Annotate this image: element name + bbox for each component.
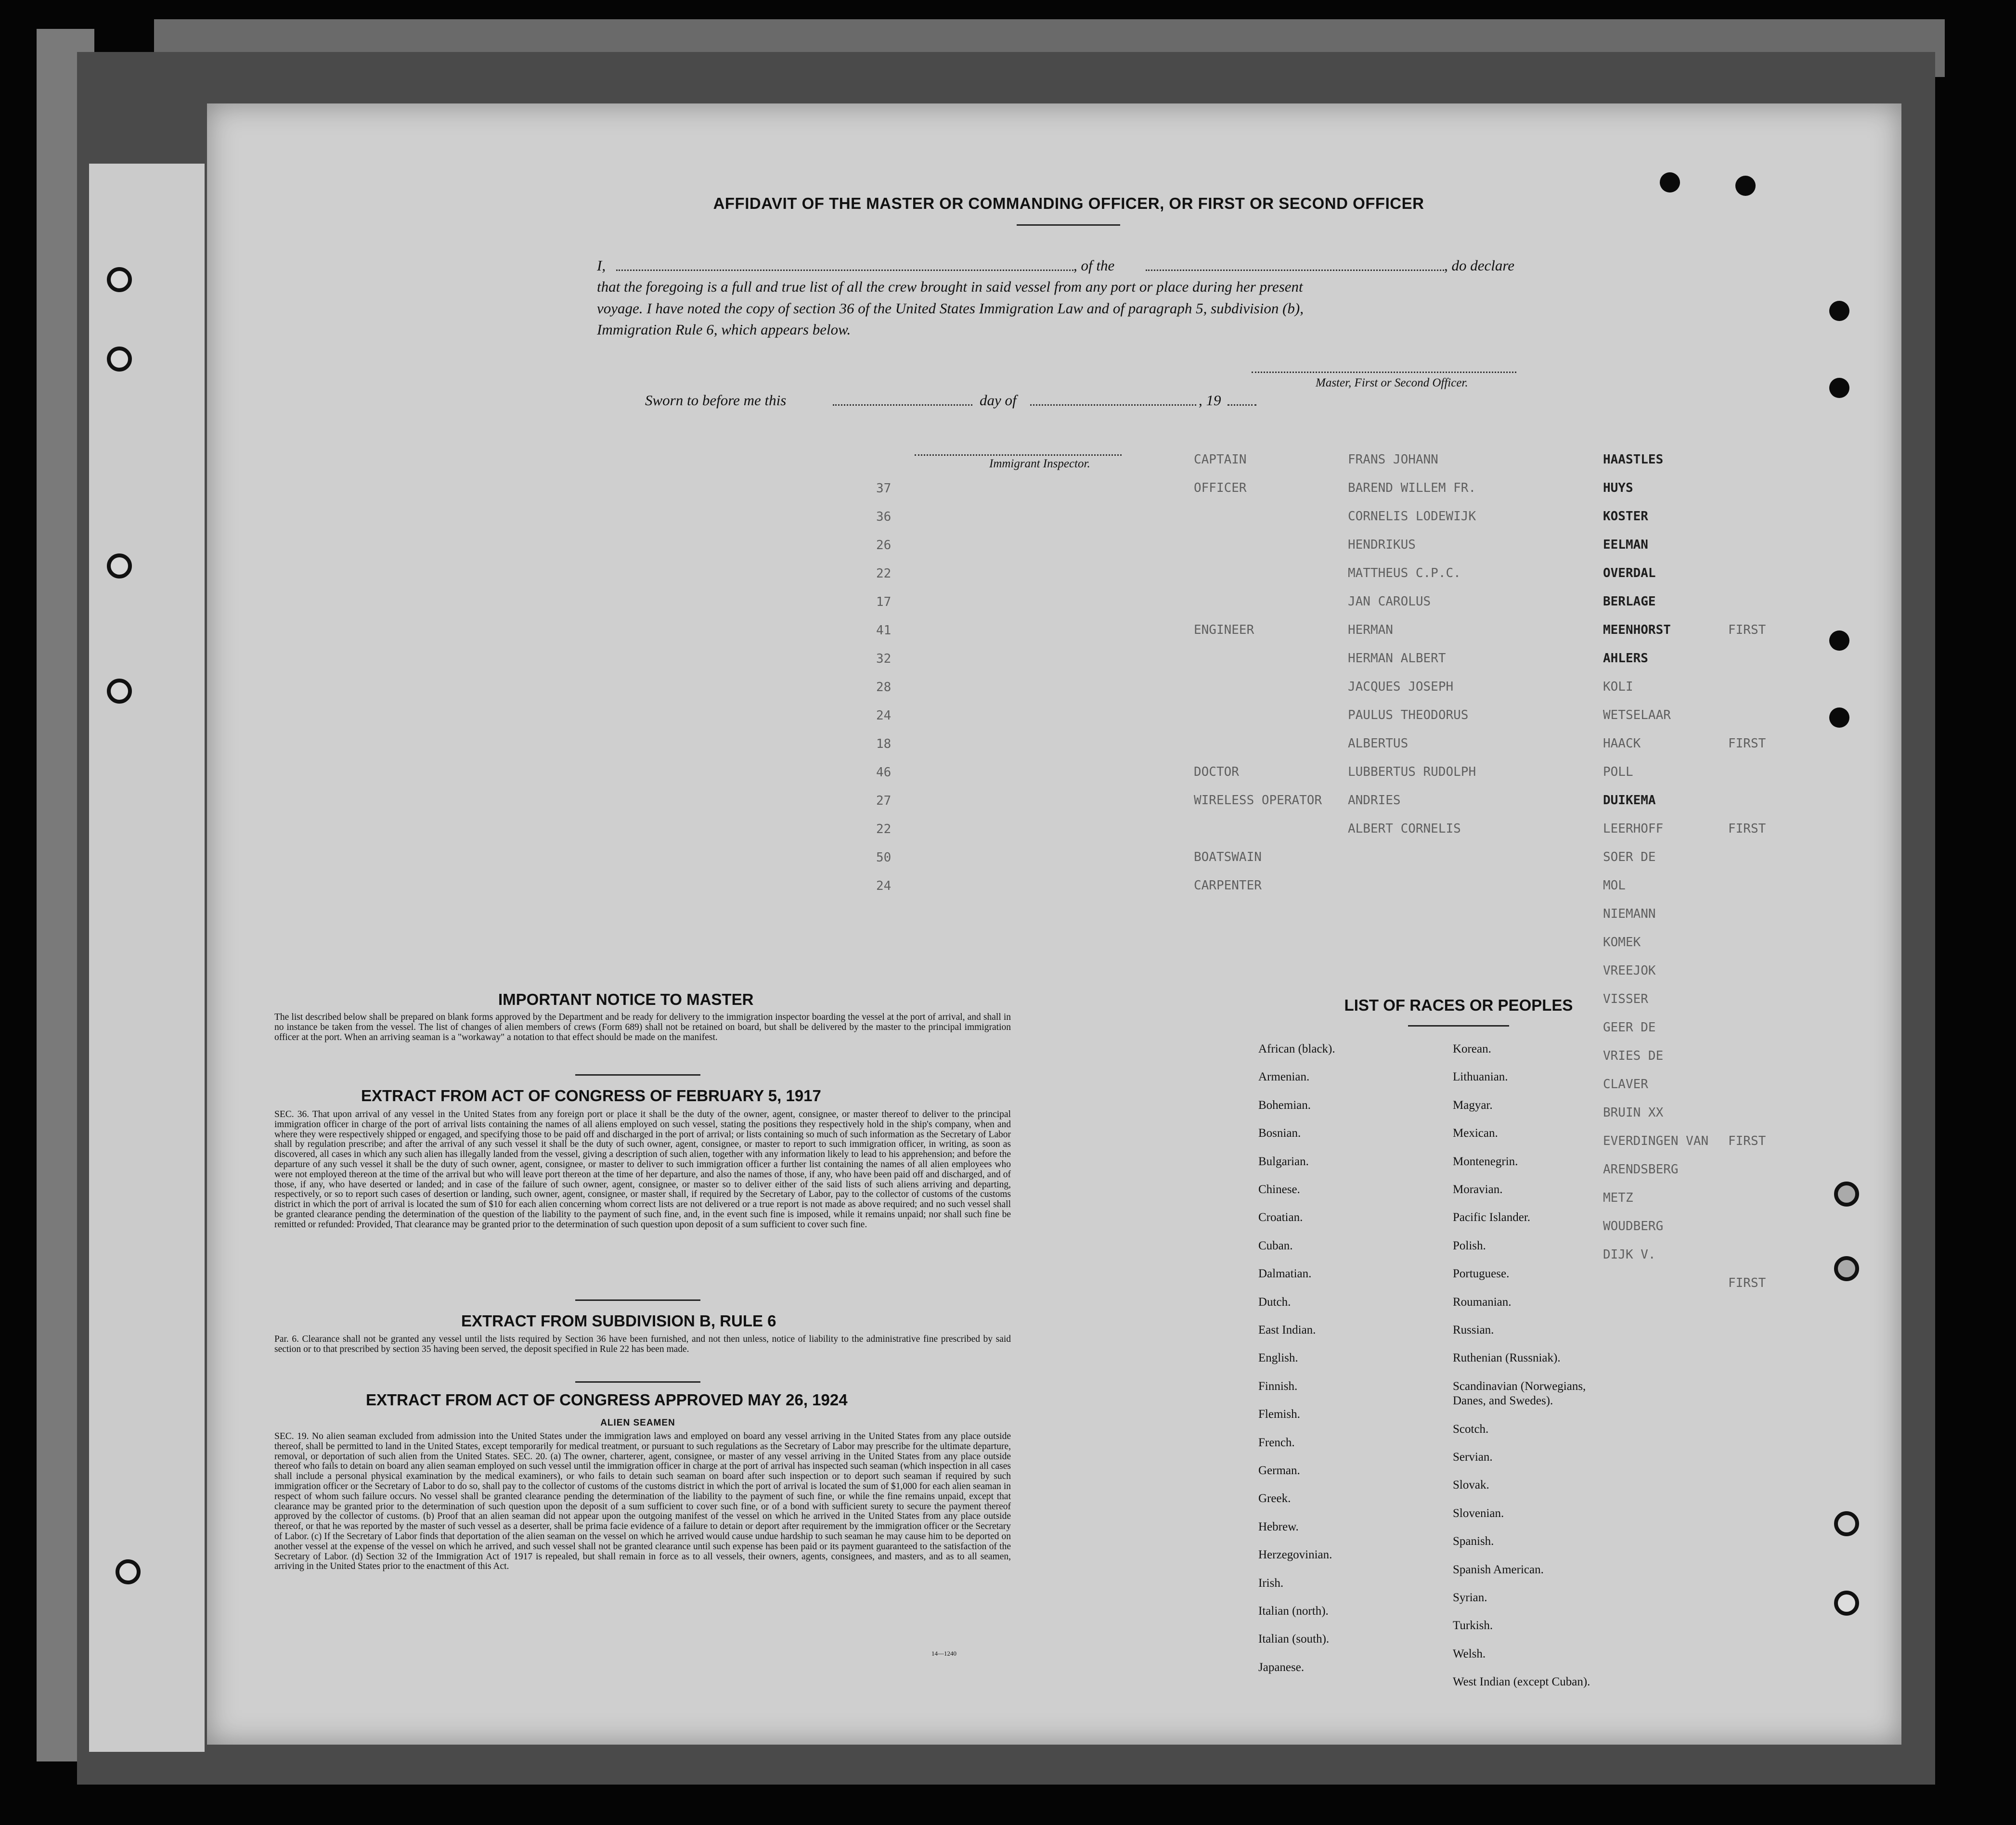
ghost-surname: AHLERS xyxy=(1603,651,1648,666)
race-item: Welsh. xyxy=(1453,1647,1486,1660)
divider xyxy=(575,1299,700,1301)
month-blank[interactable] xyxy=(1030,404,1196,406)
ghost-given-name: ANDRIES xyxy=(1348,793,1401,808)
ghost-role: CARPENTER xyxy=(1194,878,1262,893)
ghost-given-name: LUBBERTUS RUDOLPH xyxy=(1348,765,1476,779)
race-item: Slovak. xyxy=(1453,1478,1489,1492)
race-item: Ruthenian (Russniak). xyxy=(1453,1351,1561,1365)
ghost-surname: WOUDBERG xyxy=(1603,1219,1664,1234)
race-item: Korean. xyxy=(1453,1042,1491,1055)
race-item: French. xyxy=(1258,1436,1295,1449)
notice-text: The list described below shall be prepared on blank forms approved by the Department and be ready for delivery to the immigration inspector boarding the vessel at the port of arrival, and shall in no instance be taken from the vessel. The list of changes of alien members of crews (Form 689) shall not be retained on board, but shall be delivered by the master to the principal immigration officer at the port. When an arriving seaman is a "workaway" a notation to that effect should be made on the manifest. xyxy=(274,1012,1011,1042)
ghost-surname: HAASTLES xyxy=(1603,452,1664,467)
divider xyxy=(575,1381,700,1383)
race-item: Flemish. xyxy=(1258,1408,1300,1421)
punch-dot xyxy=(1829,378,1849,398)
ghost-age: 37 xyxy=(876,481,892,496)
punch-dot xyxy=(1829,630,1849,651)
affidavit-of-the: , of the xyxy=(1073,257,1115,274)
ghost-surname: GEER DE xyxy=(1603,1020,1656,1035)
ghost-surname: SOER DE xyxy=(1603,850,1656,864)
punch-dot xyxy=(1829,707,1849,728)
ghost-first-label: FIRST xyxy=(1728,623,1766,637)
race-item: West Indian (except Cuban). xyxy=(1453,1675,1590,1689)
ghost-given-name: ALBERTUS xyxy=(1348,736,1409,751)
ghost-role: BOATSWAIN xyxy=(1194,850,1262,864)
signature-label: Master, First or Second Officer. xyxy=(1316,376,1468,389)
ghost-age: 26 xyxy=(876,538,892,553)
race-item: Portuguese. xyxy=(1453,1267,1510,1281)
ghost-surname: CLAVER xyxy=(1603,1077,1648,1092)
ghost-age: 22 xyxy=(876,822,892,836)
race-item: English. xyxy=(1258,1351,1298,1365)
notice-title: IMPORTANT NOTICE TO MASTER xyxy=(498,990,754,1008)
race-item: Irish. xyxy=(1258,1576,1284,1590)
sworn-prefix: Sworn to before me this xyxy=(645,392,787,409)
race-item: Hebrew. xyxy=(1258,1520,1299,1533)
ghost-surname: DUIKEMA xyxy=(1603,793,1656,808)
race-item: Mexican. xyxy=(1453,1127,1498,1140)
race-item: Spanish. xyxy=(1453,1535,1494,1548)
race-item: Turkish. xyxy=(1453,1619,1493,1632)
binder-hole xyxy=(107,553,132,578)
affidavit-title: AFFIDAVIT OF THE MASTER OR COMMANDING OFFICER, OR FIRST OR SECOND OFFICER xyxy=(713,194,1424,212)
race-item: Finnish. xyxy=(1258,1379,1298,1393)
ghost-role: OFFICER xyxy=(1194,481,1247,495)
ghost-surname: HUYS xyxy=(1603,481,1633,495)
vessel-blank[interactable] xyxy=(1146,270,1444,271)
extract-1924-text: SEC. 19. No alien seaman excluded from admission into the United States under the immigration laws and employed on board any vessel arriving in the United States from any place outside thereof, shall be permitted to land in the United States, except temporarily for medical treatment, or pursuant to such regulations as the Secretary of Labor may prescribe for the ultimate departure, removal, or deportation of such alien from the United States. SEC. 20. (a) The owner, charterer, agent, consignee, or master of any vessel arriving in the United States from any place outside thereof who fails to detain on board any alien seaman employed on such vessel until the immigration officer in charge at the port of arrival has inspected such seaman (which inspection in all cases shall include a personal physical examination by the medical examiners), or who fails to detain such seaman on board after such inspection or to deport such seaman if required by such immigration officer or the Secretary of Labor to do so, shall pay to the collector of customs of the customs district in which the port of arrival is located the sum of $1,000 for each alien seaman in respect of whom such failure occurs. No vessel shall be granted clearance pending the determination of the liability to the payment of such fine, or while the fine remains unpaid, except that clearance may be granted prior to the determination of such question upon the deposit of a sum sufficient to cover such fine, or of a bond with sufficient surety to secure the payment thereof approved by the collector of customs. (b) Proof that an alien seaman did not appear upon the outgoing manifest of the vessel on which he arrived in the United States from any place outside thereof, or that he was reported by the master of such vessel as a deserter, shall be prima facie evidence of a failure to detain or deport after requirement by the immigration officer or the Secretary of Labor. (c) If the Secretary of Labor finds that deportation of the alien seaman on the vessel on which he arrived would cause undue hardship to such seaman he may cause him to be deported on another vessel at the expense of the vessel on which he arrived, and such vessel shall not be granted clearance until such expense has been paid or its payment guaranteed to the satisfaction of the Secretary of Labor. (d) Section 32 of the Immigration Act of 1917 is repealed, but shall remain in force as to all vessels, their owners, agents, consignees, and masters, and as to all seamen, arriving in the United States prior to the enactment of this Act. xyxy=(274,1431,1011,1572)
ghost-surname: MEENHORST xyxy=(1603,623,1671,637)
race-item: Scandinavian (Norwegians, xyxy=(1453,1379,1586,1393)
binder-hole xyxy=(107,679,132,704)
race-item: Syrian. xyxy=(1453,1591,1487,1604)
page-edge-strip xyxy=(89,164,205,1752)
ghost-first-label: FIRST xyxy=(1728,1276,1766,1290)
race-item: Dutch. xyxy=(1258,1295,1291,1309)
ghost-surname: BERLAGE xyxy=(1603,594,1656,609)
affidavit-i: I, xyxy=(597,257,606,274)
race-item: Italian (south). xyxy=(1258,1632,1330,1646)
signature-blank[interactable] xyxy=(1252,372,1516,373)
divider xyxy=(575,1074,700,1076)
punch-dot xyxy=(1735,176,1756,196)
ghost-surname: KOSTER xyxy=(1603,509,1648,524)
race-item: Servian. xyxy=(1453,1451,1493,1464)
race-item: German. xyxy=(1258,1464,1300,1477)
ghost-age: 24 xyxy=(876,708,892,723)
ghost-given-name: HERMAN ALBERT xyxy=(1348,651,1446,666)
ghost-surname: ARENDSBERG xyxy=(1603,1162,1679,1177)
ghost-surname: POLL xyxy=(1603,765,1633,779)
ghost-given-name: PAULUS THEODORUS xyxy=(1348,708,1469,722)
race-item: Russian. xyxy=(1453,1324,1494,1337)
ghost-given-name: JAN CAROLUS xyxy=(1348,594,1431,609)
affidavit-line-2: voyage. I have noted the copy of section 36 of the United States Immigration Law and of paragraph 5, subdivision (b), xyxy=(597,300,1304,317)
ghost-surname: HAACK xyxy=(1603,736,1641,751)
binder-hole xyxy=(1834,1591,1859,1616)
ghost-surname: MOL xyxy=(1603,878,1626,893)
affidavit-do-declare: , do declare xyxy=(1444,257,1515,274)
binder-hole xyxy=(107,347,132,372)
binder-hole xyxy=(1834,1511,1859,1536)
race-item: Bosnian. xyxy=(1258,1127,1301,1140)
ghost-role: CAPTAIN xyxy=(1194,452,1247,467)
punch-dot xyxy=(1660,172,1680,193)
ghost-age: 28 xyxy=(876,680,892,694)
ghost-given-name: FRANS JOHANN xyxy=(1348,452,1438,467)
race-item: Chinese. xyxy=(1258,1183,1300,1196)
binder-hole xyxy=(116,1559,141,1584)
race-item: Armenian. xyxy=(1258,1070,1310,1084)
ghost-age: 36 xyxy=(876,510,892,524)
race-item: Moravian. xyxy=(1453,1183,1503,1196)
race-item: Polish. xyxy=(1453,1239,1486,1252)
ghost-age: 50 xyxy=(876,850,892,865)
ghost-given-name: BAREND WILLEM FR. xyxy=(1348,481,1476,495)
affidavit-line-1: that the foregoing is a full and true list of all the crew brought in said vessel from any port or place during her present xyxy=(597,278,1303,295)
extract-1924-title: EXTRACT FROM ACT OF CONGRESS APPROVED MAY 26, 1924 xyxy=(366,1391,848,1409)
extract-1917-title: EXTRACT FROM ACT OF CONGRESS OF FEBRUARY 5, 1917 xyxy=(361,1087,821,1105)
ghost-age: 22 xyxy=(876,566,892,581)
punch-dot xyxy=(1829,301,1849,321)
ghost-role: DOCTOR xyxy=(1194,765,1239,779)
race-item: African (black). xyxy=(1258,1042,1335,1055)
binder-hole xyxy=(1834,1182,1859,1207)
race-item: Slovenian. xyxy=(1453,1506,1504,1520)
name-blank[interactable] xyxy=(616,270,1073,271)
ghost-surname: BRUIN XX xyxy=(1603,1105,1664,1120)
ghost-given-name: ALBERT CORNELIS xyxy=(1348,822,1461,836)
ghost-first-label: FIRST xyxy=(1728,1134,1766,1148)
ghost-age: 46 xyxy=(876,765,892,780)
race-item: Pacific Islander. xyxy=(1453,1211,1531,1224)
ghost-given-name: JACQUES JOSEPH xyxy=(1348,680,1454,694)
binder-hole xyxy=(1834,1256,1859,1281)
ghost-surname: NIEMANN xyxy=(1603,907,1656,921)
ghost-given-name: CORNELIS LODEWIJK xyxy=(1348,509,1476,524)
race-item: East Indian. xyxy=(1258,1324,1316,1337)
day-blank[interactable] xyxy=(833,404,972,406)
race-item: Greek. xyxy=(1258,1492,1291,1505)
inspector-label: Immigrant Inspector. xyxy=(989,457,1090,470)
race-item: Japanese. xyxy=(1258,1660,1305,1674)
ghost-surname: METZ xyxy=(1603,1191,1633,1205)
ghost-surname: EVERDINGEN VAN xyxy=(1603,1134,1709,1148)
ghost-age: 32 xyxy=(876,652,892,666)
ghost-surname: VRIES DE xyxy=(1603,1049,1664,1063)
race-item: Magyar. xyxy=(1453,1098,1493,1112)
title-underline xyxy=(1017,224,1120,226)
ghost-first-label: FIRST xyxy=(1728,736,1766,751)
ghost-role: WIRELESS OPERATOR xyxy=(1194,793,1322,808)
ghost-age: 41 xyxy=(876,623,892,638)
race-item: Cuban. xyxy=(1258,1239,1293,1252)
binder-hole xyxy=(107,267,132,292)
ghost-surname: WETSELAAR xyxy=(1603,708,1671,722)
ghost-surname: LEERHOFF xyxy=(1603,822,1664,836)
ghost-age: 27 xyxy=(876,794,892,808)
ghost-given-name: HENDRIKUS xyxy=(1348,538,1416,552)
year-blank[interactable] xyxy=(1228,404,1256,406)
form-number: 14—1240 xyxy=(931,1650,956,1657)
ghost-given-name: MATTHEUS C.P.C. xyxy=(1348,566,1461,580)
day-of: day of xyxy=(980,392,1017,409)
year-prefix: , 19 xyxy=(1199,392,1221,409)
ghost-surname: VISSER xyxy=(1603,992,1648,1006)
ghost-first-label: FIRST xyxy=(1728,822,1766,836)
extract-rule6-text: Par. 6. Clearance shall not be granted any vessel until the lists required by Section 36 have been furnished, and not then unless, notice of liability to the administrative fine prescribed by said section or to that prescribed by section 35 having been served, the deposit specified in Rule 22 has been made. xyxy=(274,1334,1011,1354)
races-title: LIST OF RACES OR PEOPLES xyxy=(1344,996,1573,1014)
affidavit-line-3: Immigration Rule 6, which appears below. xyxy=(597,321,851,338)
inspector-blank[interactable] xyxy=(915,454,1122,456)
extract-1917-text: SEC. 36. That upon arrival of any vessel in the United States from any foreign port or place it shall be the duty of the owner, agent, consignee, or master thereof to deliver to the principal immigration officer in charge of the port of arrival lists containing the names of all aliens employed on such vessel, stating the positions they respectively hold in the ship's company, when and where they were respectively shipped or engaged, and specifying those to be paid off and discharged in the port of arrival; or lists containing so much of such information as the Secretary of Labor shall by regulation prescribe; and after the arrival of any such vessel it shall be the duty of such owner, agent, consignee, or master to report to such immigration officer, in writing, as soon as discovered, all cases in which any such alien has illegally landed from the vessel, giving a description of such alien, together with any information likely to lead to his apprehension; and before the departure of any such vessel it shall be the duty of such owner, agent, consignee, or master to deliver to such immigration officer a further list containing the names of all alien employees who were not employed thereon at the time of the arrival but who will leave port thereon at the time of her departure, and also the names of those, if any, who have been paid off and discharged, and of those, if any, who have deserted or landed; and in case of the failure of such owner, agent, consignee, or master so to deliver either of the said lists of such aliens arriving and departing, respectively, or so to report such cases of desertion or landing, such owner, agent, consignee, or master shall, if required by the Secretary of Labor, pay to the collector of customs of the customs district in which the port of arrival is located the sum of $10 for each alien concerning whom correct lists are not delivered or a true report is not made as above required; and no such vessel shall be granted clearance pending the determination of the question of the liability to the payment of such fine, and, in the event such fine is imposed, while it remains unpaid; nor shall such fine be remitted or refunded: Provided, That clearance may be granted prior to the determination of such question upon deposit of a sum sufficient to cover such fine. xyxy=(274,1109,1011,1230)
ghost-role: ENGINEER xyxy=(1194,623,1254,637)
ghost-age: 24 xyxy=(876,879,892,893)
race-item: Roumanian. xyxy=(1453,1295,1512,1309)
ghost-surname: KOLI xyxy=(1603,680,1633,694)
race-item: Bohemian. xyxy=(1258,1098,1311,1112)
race-item: Croatian. xyxy=(1258,1211,1303,1224)
race-item: Spanish American. xyxy=(1453,1563,1544,1576)
ghost-surname: DIJK V. xyxy=(1603,1247,1656,1262)
race-item: Scotch. xyxy=(1453,1422,1489,1436)
race-item: Danes, and Swedes). xyxy=(1453,1394,1553,1408)
ghost-age: 18 xyxy=(876,737,892,751)
ghost-surname: OVERDAL xyxy=(1603,566,1656,580)
ghost-given-name: HERMAN xyxy=(1348,623,1393,637)
race-item: Bulgarian. xyxy=(1258,1155,1309,1168)
ghost-surname: VREEJOK xyxy=(1603,964,1656,978)
extract-1924-subtitle: ALIEN SEAMEN xyxy=(600,1418,675,1428)
race-item: Dalmatian. xyxy=(1258,1267,1312,1281)
ghost-surname: EELMAN xyxy=(1603,538,1648,552)
race-item: Herzegovinian. xyxy=(1258,1548,1332,1562)
race-item: Italian (north). xyxy=(1258,1605,1329,1618)
races-underline xyxy=(1408,1025,1509,1027)
ghost-surname: KOMEK xyxy=(1603,935,1641,950)
race-item: Lithuanian. xyxy=(1453,1070,1508,1084)
extract-rule6-title: EXTRACT FROM SUBDIVISION B, RULE 6 xyxy=(461,1312,776,1330)
race-item: Montenegrin. xyxy=(1453,1155,1518,1168)
ghost-age: 17 xyxy=(876,595,892,609)
